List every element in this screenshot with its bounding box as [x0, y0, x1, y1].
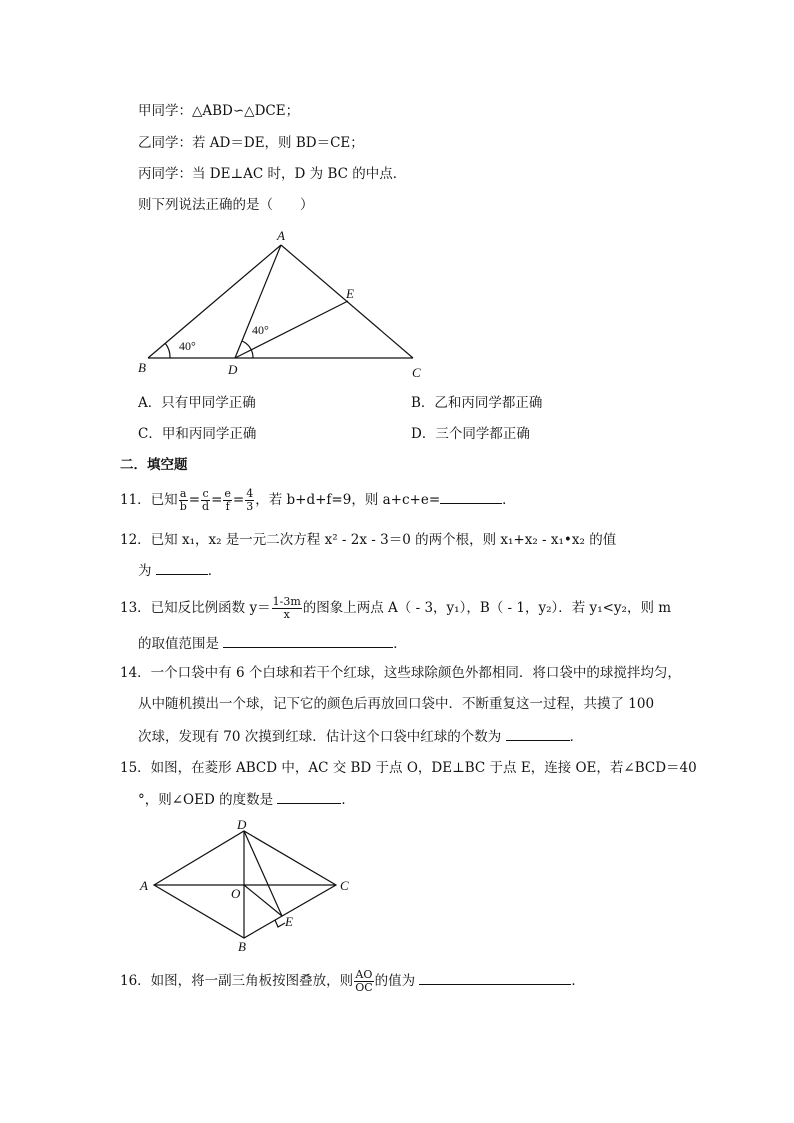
- question-14-line3: 次球，发现有 70 次摸到红球．估计这个口袋中红球的个数为 ．: [138, 726, 583, 747]
- q13-frac: $\frac{1-3m}{x}$: [272, 595, 301, 621]
- option-c: C．甲和丙同学正确: [138, 426, 257, 442]
- section-title: 二．填空题: [120, 457, 188, 473]
- question-12-line2: 为 ．: [138, 560, 221, 581]
- angle-d-label: 40°: [252, 323, 269, 337]
- q16-frac: $\frac{AO}{OC}$: [355, 968, 373, 994]
- option-b: B．乙和丙同学都正确: [411, 395, 543, 411]
- statement-yi: 乙同学：若 AD＝DE，则 BD＝CE；: [138, 135, 364, 151]
- question-15-line2: °，则∠OED 的度数是 ．: [138, 789, 355, 810]
- option-d: D．三个同学都正确: [411, 426, 530, 442]
- label-b: B: [138, 360, 146, 375]
- label-d: D: [237, 818, 247, 832]
- option-a: A．只有甲同学正确: [138, 395, 256, 411]
- rhombus-figure: [130, 818, 360, 958]
- q16-answer-blank[interactable]: [419, 970, 571, 985]
- label-o: O: [231, 886, 241, 901]
- triangle-figure: [130, 222, 440, 382]
- q12-answer-blank[interactable]: [156, 560, 208, 575]
- question-13-line1: 13．已知反比例函数 y＝ $\frac{1-3m}{x}$ 的图象上两点 A（ - 3，y₁），B（ - 1，y₂）．若 y₁<y₂，则 m: [120, 595, 672, 621]
- angle-b-arc: [165, 343, 170, 358]
- question-15-line1: 15．如图，在菱形 ABCD 中，AC 交 BD 于点 O，DE⊥BC 于点 E，连接 OE，若∠BCD＝40: [120, 760, 697, 776]
- q11-frac-c-d: $\frac{c}{d}$: [202, 487, 210, 513]
- label-e: E: [346, 286, 354, 301]
- angle-d-arc: [242, 341, 253, 358]
- label-e: E: [285, 914, 293, 929]
- q11-frac-a-b: $\frac{a}{b}$: [179, 487, 187, 513]
- label-a: A: [140, 878, 148, 893]
- right-angle-mark: [275, 920, 285, 927]
- q11-frac-4-3: $\frac{4}{3}$: [246, 487, 254, 513]
- question-13-line2: 的取值范围是 ．: [138, 633, 407, 654]
- q11-prefix: 11．已知: [120, 492, 178, 508]
- question-12-line1: 12．已知 x₁，x₂ 是一元二次方程 x² - 2x - 3＝0 的两个根，则 x₁+x₂ - x₁•x₂ 的值: [120, 532, 617, 548]
- question-14-line2: 从中随机摸出一个球，记下它的颜色后再放回口袋中．不断重复这一过程，共摸了 100: [138, 696, 655, 712]
- q13-answer-blank[interactable]: [223, 633, 393, 648]
- statement-jia: 甲同学：△ABD∽△DCE；: [138, 103, 300, 119]
- segment-ab: [148, 245, 281, 358]
- question-prompt: 则下列说法正确的是（ ）: [138, 197, 314, 213]
- q11-answer-blank[interactable]: [440, 489, 502, 504]
- label-c: C: [340, 878, 349, 893]
- label-c: C: [412, 365, 421, 380]
- q15-answer-blank[interactable]: [277, 789, 341, 804]
- segment-ad: [235, 245, 281, 358]
- q11-frac-e-f: $\frac{e}{f}$: [224, 487, 231, 513]
- segment-de: [244, 831, 282, 916]
- angle-b-label: 40°: [179, 339, 196, 353]
- question-11: 11．已知 $\frac{a}{b}$ = $\frac{c}{d}$ = $\frac{e}{f}$ = $\frac{4}{3}$ ，若 b+d+f=9，则 a+c+e= ．: [120, 487, 516, 513]
- label-b: B: [238, 939, 246, 954]
- q14-answer-blank[interactable]: [506, 726, 570, 741]
- label-d: D: [228, 362, 238, 377]
- question-14-line1: 14．一个口袋中有 6 个白球和若干个红球，这些球除颜色外都相同．将口袋中的球搅拌均匀，: [120, 665, 681, 681]
- q11-condition: ，若 b+d+f=9，则 a+c+e=: [255, 492, 441, 508]
- label-a: A: [277, 228, 285, 243]
- segment-oe: [244, 885, 282, 916]
- statement-bing: 丙同学：当 DE⊥AC 时，D 为 BC 的中点．: [138, 166, 407, 182]
- question-16: 16．如图，将一副三角板按图叠放，则 $\frac{AO}{OC}$ 的值为 ．: [120, 968, 585, 994]
